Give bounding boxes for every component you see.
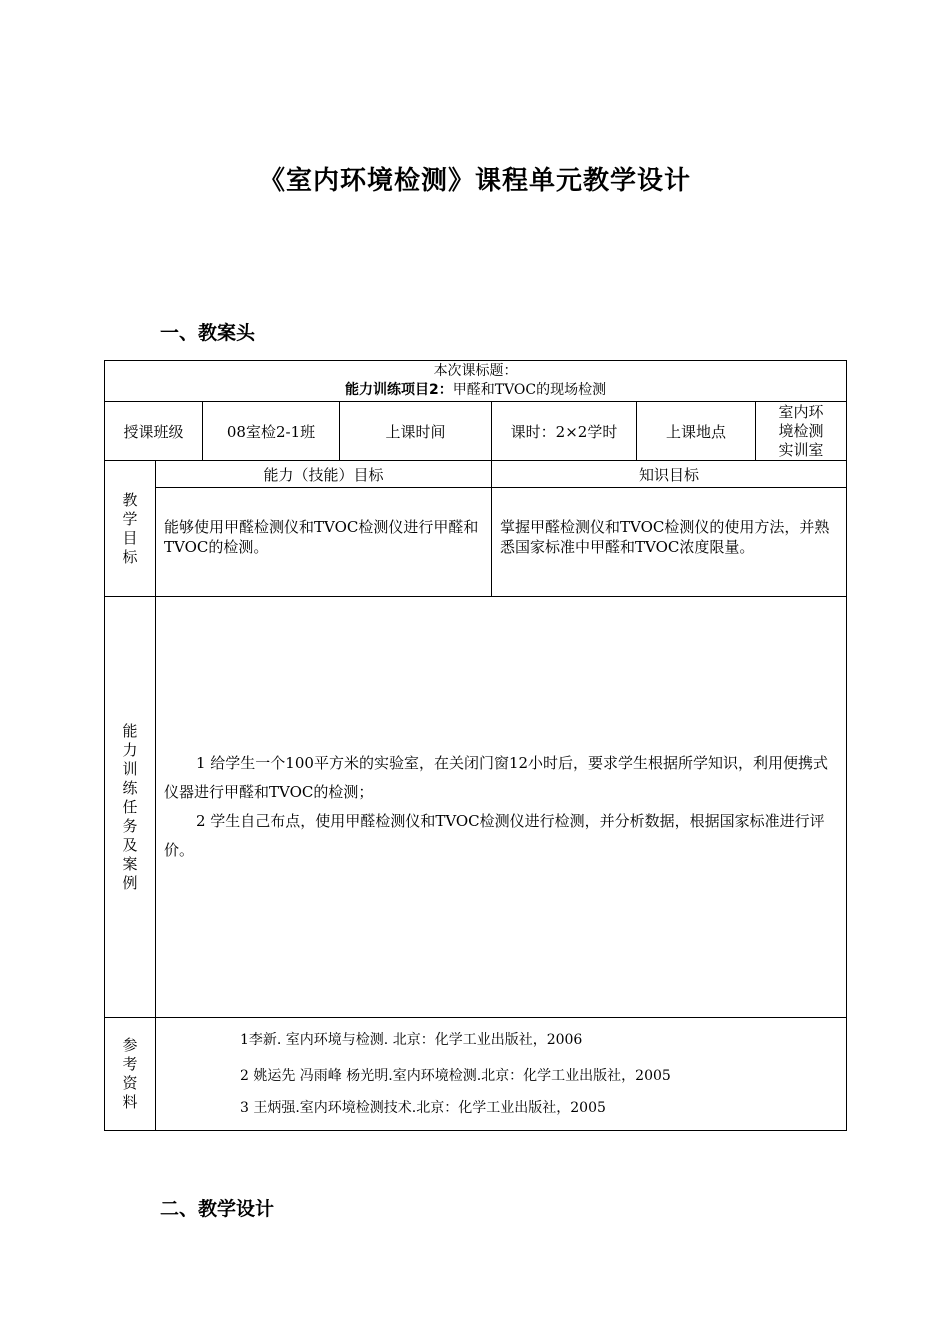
task-paragraph: 2 学生自己布点，使用甲醛检测仪和TVOC检测仪进行检测，并分析数据，根据国家标准进行评价。	[164, 812, 825, 859]
training-tasks-label	[105, 597, 156, 1018]
place-value-line: 室内环	[778, 402, 824, 421]
knowledge-goal-text: 掌握甲醛检测仪和TVOC检测仪的使用方法，并熟悉国家标准中甲醛和TVOC浓度限量。	[500, 518, 830, 556]
label-char: 学	[122, 509, 138, 528]
label-char: 参	[122, 1036, 138, 1054]
references-list	[156, 1030, 846, 1118]
label-char: 力	[122, 740, 138, 759]
time-label: 上课时间	[340, 402, 492, 461]
class-label: 授课班级	[105, 402, 203, 461]
place-value-line: 境检测	[778, 421, 824, 440]
label-char: 训	[122, 759, 138, 778]
lesson-plan-table	[104, 360, 847, 1131]
ability-goal-header: 能力（技能）目标	[156, 461, 492, 488]
label-char: 教	[122, 490, 138, 509]
document-title: 《室内环境检测》课程单元教学设计	[258, 166, 691, 196]
knowledge-goal-cell	[492, 488, 847, 597]
reference-item: 2 姚运先 冯雨峰 杨光明.室内环境检测.北京：化学工业出版社，2005	[240, 1068, 671, 1084]
project-topic: 甲醛和TVOC的现场检测	[452, 382, 607, 398]
ability-goal-cell	[156, 488, 492, 597]
label-char: 标	[122, 547, 138, 566]
label-char: 例	[122, 873, 138, 892]
knowledge-goal-header: 知识目标	[492, 461, 847, 488]
reference-item: 3 王炳强.室内环境检测技术.北京：化学工业出版社，2005	[240, 1100, 606, 1116]
label-char: 练	[122, 778, 138, 797]
place-label: 上课地点	[637, 402, 756, 461]
class-value: 08室检2-1班	[203, 402, 340, 461]
label-char: 及	[122, 835, 138, 854]
reference-item: 1李新. 室内环境与检测. 北京：化学工业出版社，2006	[240, 1032, 583, 1048]
teaching-goals-label	[105, 461, 156, 597]
lesson-title-label: 本次课标题：	[433, 363, 518, 379]
lesson-title	[105, 381, 846, 400]
label-char: 能	[122, 721, 138, 740]
label-char: 考	[122, 1055, 138, 1073]
training-tasks-cell	[156, 597, 847, 1018]
references-cell	[156, 1018, 847, 1131]
label-char: 料	[122, 1093, 138, 1111]
lesson-title-cell	[105, 361, 847, 402]
time-value: 课时：2×2学时	[492, 402, 637, 461]
place-value-line: 实训室	[778, 440, 824, 459]
label-char: 务	[122, 816, 138, 835]
ability-goal-text: 能够使用甲醛检测仪和TVOC检测仪进行甲醛和TVOC的检测。	[164, 518, 479, 556]
references-label	[105, 1018, 156, 1131]
project-name: 能力训练项目2：	[344, 382, 453, 398]
place-value	[756, 402, 847, 461]
section-heading-lesson-header: 一、教案头	[160, 322, 256, 344]
label-char: 案	[122, 854, 138, 873]
label-char: 资	[122, 1074, 138, 1092]
label-char: 目	[122, 528, 138, 547]
section-heading-teaching-design: 二、教学设计	[160, 1198, 275, 1220]
label-char: 任	[122, 797, 138, 816]
task-paragraph: 1 给学生一个100平方米的实验室，在关闭门窗12小时后，要求学生根据所学知识，利用便携式仪器进行甲醛和TVOC的检测；	[164, 754, 829, 801]
